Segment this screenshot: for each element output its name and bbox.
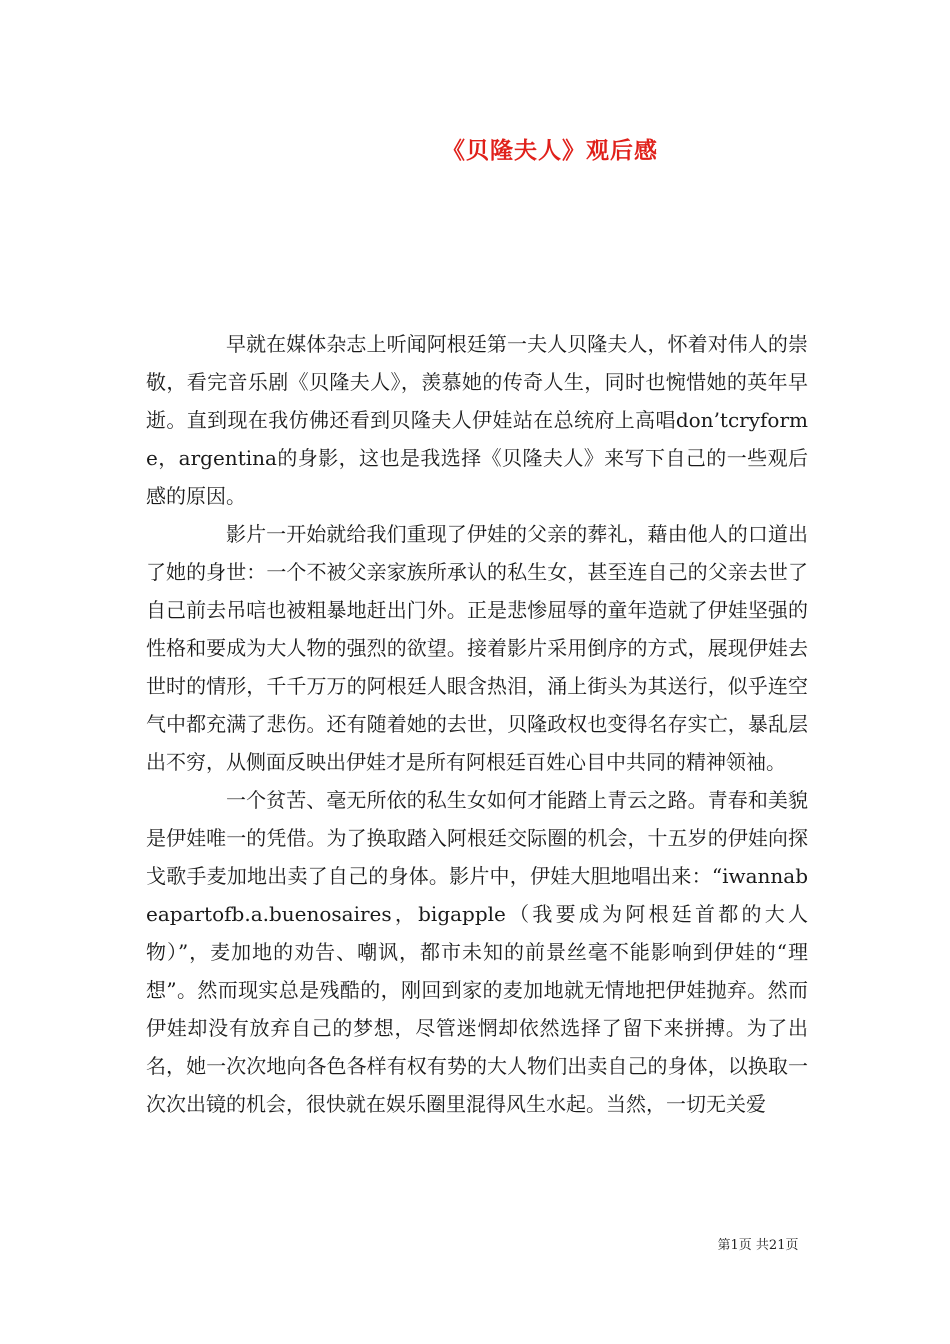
document-title: 《贝隆夫人》观后感 — [442, 137, 658, 164]
paragraph-1: 早就在媒体杂志上听闻阿根廷第一夫人贝隆夫人，怀着对伟人的崇敬，看完音乐剧《贝隆夫人》，羡慕她的传奇人生，同时也惋惜她的英年早逝。直到现在我仿佛还看到贝隆夫人伊娃站在总统府上高唱don’tcryforme，argentina的身影，这也是我选择《贝隆夫人》来写下自己的一些观后感的原因。 — [146, 332, 808, 508]
paragraph-2: 影片一开始就给我们重现了伊娃的父亲的葬礼，藉由他人的口道出了她的身世：一个不被父亲家族所承认的私生女，甚至连自己的父亲去世了自己前去吊唁也被粗暴地赶出门外。正是悲惨屈辱的童年造就了伊娃坚强的性格和要成为大人物的强烈的欲望。接着影片采用倒序的方式，展现伊娃去世时的情形，千千万万的阿根廷人眼含热泪，涌上街头为其送行，似乎连空气中都充满了悲伤。还有随着她的去世，贝隆政权也变得名存实亡，暴乱层出不穷，从侧面反映出伊娃才是所有阿根廷百姓心目中共同的精神领袖。 — [146, 522, 808, 774]
paragraph-3: 一个贫苦、毫无所依的私生女如何才能踏上青云之路。青春和美貌是伊娃唯一的凭借。为了换取踏入阿根廷交际圈的机会，十五岁的伊娃向探戈歌手麦加地出卖了自己的身体。影片中，伊娃大胆地唱出来：“iwannabeapartofb.a.buenosaires，bigapple（我要成为阿根廷首都的大人物）”，麦加地的劝告、嘲讽，都市未知的前景丝毫不能影响到伊娃的“理想”。然而现实总是残酷的，刚回到家的麦加地就无情地把伊娃抛弃。然而伊娃却没有放弃自己的梦想，尽管迷惘却依然选择了留下来拼搏。为了出名，她一次次地向各色各样有权有势的大人物们出卖自己的身体，以换取一次次出镜的机会，很快就在娱乐圈里混得风生水起。当然，一切无关爱 — [146, 788, 808, 1116]
page-number-footer: 第1页 共21页 — [717, 1238, 799, 1253]
document-body — [146, 325, 808, 1123]
